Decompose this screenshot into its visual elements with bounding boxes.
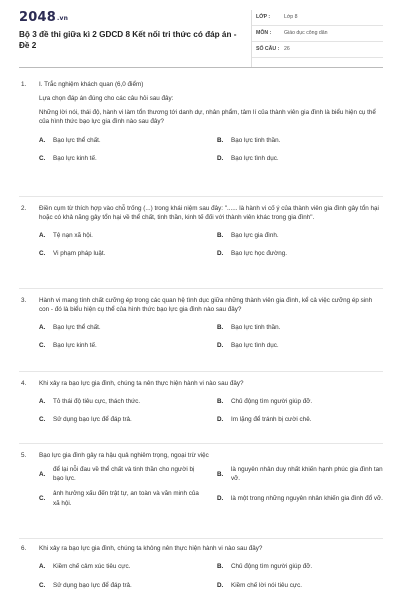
meta-class bbox=[252, 10, 383, 26]
question-text: Những lời nói, thái độ, hành vi làm tổn thương tới danh dự, nhân phẩm, tâm lí của thành viên gia đình là biểu hiện cụ thể của hình thức bạo lực gia đình nào sau đây? bbox=[39, 109, 376, 126]
option-text: Im lặng để tránh bị cười chê. bbox=[231, 416, 312, 424]
document-header bbox=[19, 0, 383, 68]
option-a[interactable] bbox=[39, 465, 205, 483]
option-letter: A. bbox=[39, 563, 46, 571]
option-letter: C. bbox=[39, 250, 46, 258]
option-text: Sử dụng bạo lực để đáp trả. bbox=[53, 416, 132, 424]
option-b[interactable] bbox=[217, 397, 383, 406]
option-c[interactable] bbox=[39, 341, 205, 350]
logo-text: 2048 bbox=[19, 10, 56, 25]
option-b[interactable] bbox=[217, 136, 383, 145]
option-a[interactable] bbox=[39, 136, 205, 145]
question-divider bbox=[19, 371, 383, 372]
question-number: 1. bbox=[21, 81, 27, 88]
option-letter: D. bbox=[217, 582, 224, 590]
question-divider bbox=[19, 538, 383, 539]
meta-class-value: Lớp 8 bbox=[284, 13, 298, 20]
option-text: Bạo lực thể chất. bbox=[53, 324, 101, 332]
option-b[interactable] bbox=[217, 323, 383, 332]
option-text: Bạo lực tinh thần. bbox=[231, 324, 281, 332]
question-text: Khi xảy ra bạo lực gia đình, chúng ta không nên thực hiện hành vi nào sau đây? bbox=[39, 545, 263, 552]
question-text: Điền cụm từ thích hợp vào chỗ trống (...) trong khái niệm sau đây: "...... là hành vi cố ý của thành viên gia đình gây tổn hại hoặc có khả năng gây tổn hại về thể chất, tinh thần, kinh tế đối với thành viên khác trong gia đình". bbox=[39, 205, 379, 222]
question-number: 6. bbox=[21, 545, 27, 552]
answer-options bbox=[39, 323, 383, 350]
option-letter: A. bbox=[39, 232, 46, 240]
option-letter: B. bbox=[217, 470, 224, 478]
question-divider bbox=[19, 196, 383, 197]
option-c[interactable] bbox=[39, 154, 205, 163]
option-letter: C. bbox=[39, 154, 46, 162]
option-letter: B. bbox=[217, 398, 224, 406]
option-text: để lại nỗi đau về thể chất và tinh thần cho người bị bạo lực. bbox=[53, 466, 195, 483]
meta-count-label: SỐ CÂU : bbox=[256, 45, 280, 52]
option-letter: B. bbox=[217, 324, 224, 332]
option-text: Chủ động tìm người giúp đỡ. bbox=[231, 398, 313, 406]
option-letter: B. bbox=[217, 136, 224, 144]
option-a[interactable] bbox=[39, 323, 205, 332]
question-text: Bạo lực gia đình gây ra hậu quả nghiêm trọng, ngoại trừ việc bbox=[39, 452, 209, 459]
option-text: Chủ động tìm người giúp đỡ. bbox=[231, 563, 313, 571]
option-letter: D. bbox=[217, 250, 224, 258]
question-4 bbox=[19, 379, 383, 424]
question-divider bbox=[19, 288, 383, 289]
option-text: Vi phạm pháp luật. bbox=[53, 250, 106, 258]
option-text: Bạo lực thể chất. bbox=[53, 136, 101, 144]
question-3 bbox=[19, 296, 383, 351]
question-5 bbox=[19, 451, 383, 508]
meta-subject bbox=[252, 26, 383, 42]
meta-count bbox=[252, 42, 383, 58]
option-c[interactable] bbox=[39, 415, 205, 424]
option-text: Bạo lực kinh tế. bbox=[53, 342, 97, 350]
option-b[interactable] bbox=[217, 231, 383, 240]
option-d[interactable] bbox=[217, 341, 383, 350]
question-text: Hành vi mang tính chất cưỡng ép trong các quan hệ tình dục giữa những thành viên gia đình, kể cả việc cưỡng ép sinh con - đó là biểu hiện cụ thể của hình thức bạo lực gia đình nào sau đây? bbox=[39, 297, 373, 314]
question-2 bbox=[19, 204, 383, 259]
question-6 bbox=[19, 544, 383, 590]
option-letter: A. bbox=[39, 136, 46, 144]
option-letter: A. bbox=[39, 470, 46, 478]
option-b[interactable] bbox=[217, 465, 383, 483]
option-text: Bạo lực tình dục. bbox=[231, 154, 279, 162]
site-logo[interactable] bbox=[19, 10, 243, 27]
option-letter: D. bbox=[217, 416, 224, 424]
option-letter: D. bbox=[217, 494, 224, 502]
option-text: Bạo lực tinh thần. bbox=[231, 136, 281, 144]
header-meta bbox=[251, 10, 383, 67]
option-text: Bạo lực tình dục. bbox=[231, 342, 279, 350]
option-c[interactable] bbox=[39, 249, 205, 258]
question-divider bbox=[19, 443, 383, 444]
option-c[interactable] bbox=[39, 581, 205, 590]
meta-class-label: LỚP : bbox=[256, 13, 271, 20]
option-text: Bạo lực học đường. bbox=[231, 250, 287, 258]
option-a[interactable] bbox=[39, 231, 205, 240]
option-letter: C. bbox=[39, 416, 46, 424]
option-d[interactable] bbox=[217, 415, 383, 424]
option-letter: B. bbox=[217, 232, 224, 240]
option-letter: B. bbox=[217, 563, 224, 571]
logo-suffix: .vn bbox=[56, 15, 69, 22]
option-text: ảnh hưởng xấu đến trật tự, an toàn và văn minh của xã hội. bbox=[53, 490, 199, 507]
option-text: là một trong những nguyên nhân khiến gia đình đổ vỡ. bbox=[231, 494, 383, 502]
option-text: Bạo lực gia đình. bbox=[231, 232, 279, 240]
option-text: là nguyên nhân duy nhất khiến hạnh phúc gia đình tan vỡ. bbox=[231, 466, 383, 483]
document-title: Bộ 3 đề thi giữa kì 2 GDCD 8 Kết nối tri thức có đáp án - Đề 2 bbox=[19, 30, 237, 50]
option-c[interactable] bbox=[39, 489, 205, 507]
question-number: 2. bbox=[21, 205, 27, 212]
meta-subject-value: Giáo dục công dân bbox=[284, 29, 328, 36]
question-text: Lựa chọn đáp án đúng cho các câu hỏi sau đây: bbox=[39, 95, 174, 103]
option-letter: C. bbox=[39, 582, 46, 590]
question-number: 3. bbox=[21, 297, 27, 304]
option-d[interactable] bbox=[217, 489, 383, 507]
question-number: 4. bbox=[21, 380, 27, 387]
option-letter: A. bbox=[39, 398, 46, 406]
option-a[interactable] bbox=[39, 397, 205, 406]
option-letter: C. bbox=[39, 494, 46, 502]
answer-options bbox=[39, 562, 383, 590]
meta-count-value: 26 bbox=[284, 45, 290, 52]
option-text: Bạo lực kinh tế. bbox=[53, 154, 97, 162]
option-text: Kiềm chế cảm xúc tiêu cực. bbox=[53, 563, 131, 571]
option-b[interactable] bbox=[217, 562, 383, 571]
option-text: Sử dụng bạo lực để đáp trả. bbox=[53, 582, 132, 590]
option-text: Tỏ thái độ tiêu cực, thách thức. bbox=[53, 398, 141, 406]
option-letter: C. bbox=[39, 342, 46, 350]
answer-options bbox=[39, 465, 383, 508]
question-number: 5. bbox=[21, 452, 27, 459]
answer-options bbox=[39, 136, 383, 163]
option-text: Tệ nạn xã hội. bbox=[53, 232, 93, 240]
question-text: Khi xảy ra bạo lực gia đình, chúng ta nên thực hiện hành vi nào sau đây? bbox=[39, 380, 244, 387]
option-letter: D. bbox=[217, 342, 224, 350]
option-d[interactable] bbox=[217, 249, 383, 258]
question-text: I. Trắc nghiệm khách quan (6,0 điểm) bbox=[39, 81, 144, 88]
meta-subject-label: MÔN : bbox=[256, 29, 272, 36]
option-text: Kiềm chế lời nói tiêu cực. bbox=[231, 582, 302, 590]
header-left bbox=[19, 10, 251, 67]
option-d[interactable] bbox=[217, 581, 383, 590]
option-d[interactable] bbox=[217, 154, 383, 163]
answer-options bbox=[39, 397, 383, 424]
answer-options bbox=[39, 231, 383, 258]
question-1 bbox=[19, 80, 383, 163]
option-letter: A. bbox=[39, 324, 46, 332]
option-letter: D. bbox=[217, 154, 224, 162]
option-a[interactable] bbox=[39, 562, 205, 571]
